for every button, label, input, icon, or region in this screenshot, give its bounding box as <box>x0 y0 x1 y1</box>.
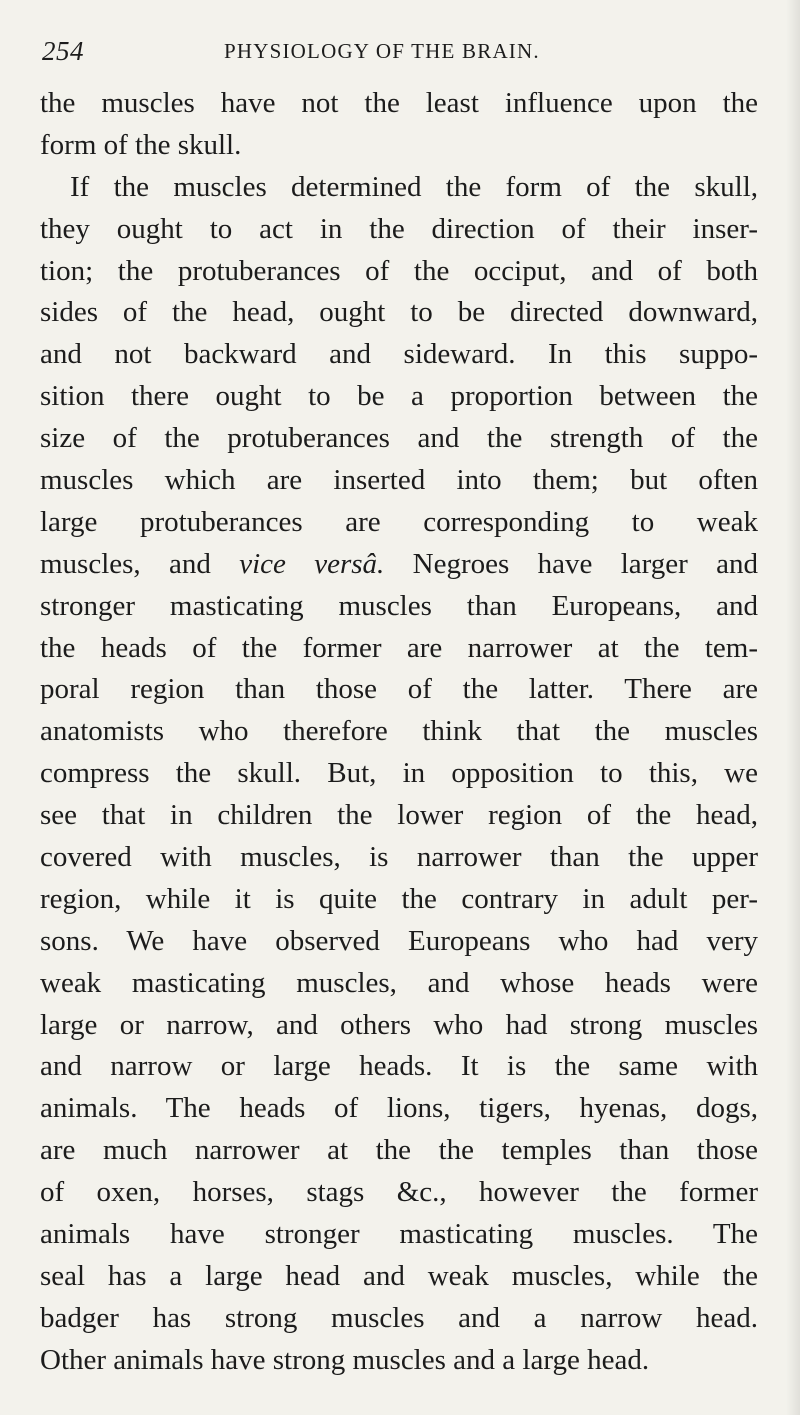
text-line: see that in children the lower region of the head, <box>40 799 758 832</box>
text-line: covered with muscles, is narrower than the upper <box>40 841 758 874</box>
text-line: region, while it is quite the contrary in adult per- <box>40 882 758 915</box>
text-line: and narrow or large heads. It is the same with <box>40 1050 758 1083</box>
text-line: the muscles have not the least influence upon the <box>40 87 758 119</box>
running-title: PHYSIOLOGY OF THE BRAIN. <box>224 39 540 63</box>
text-line: large protuberances are corresponding to weak <box>40 505 758 538</box>
text-line: badger has strong muscles and a narrow head. <box>40 1301 758 1334</box>
italic-phrase: vice versâ. <box>239 547 385 580</box>
text-line <box>40 544 758 586</box>
text-line: animals. The heads of lions, tigers, hyenas, dogs, <box>40 1092 758 1125</box>
text-line: stronger masticating muscles than Europeans, and <box>40 589 758 622</box>
text-line: animals have stronger masticating muscles. The <box>40 1218 758 1251</box>
text-line: Other animals have strong muscles and a large head. <box>40 1343 650 1376</box>
text-line: sons. We have observed Europeans who had very <box>40 924 758 957</box>
text-fragment: Negroes have larger and <box>384 547 758 580</box>
text-line: of oxen, horses, stags &c., however the former <box>40 1176 758 1209</box>
text-line: tion; the protuberances of the occiput, and of both <box>40 254 758 287</box>
page-edge-shadow <box>786 0 800 1415</box>
text-line: and not backward and sideward. In this suppo- <box>40 338 758 371</box>
text-line: poral region than those of the latter. There are <box>40 673 758 706</box>
text-line: weak masticating muscles, and whose heads were <box>40 966 758 999</box>
text-line: sition there ought to be a proportion between the <box>40 380 758 413</box>
text-line: they ought to act in the direction of their inser- <box>40 212 758 245</box>
page-number: 254 <box>42 36 84 66</box>
text-line: large or narrow, and others who had strong muscles <box>40 1008 758 1041</box>
text-line: are much narrower at the the temples than those <box>40 1134 758 1167</box>
text-line: seal has a large head and weak muscles, while the <box>40 1259 758 1292</box>
text-line: size of the protuberances and the strength of the <box>40 422 758 455</box>
text-line: the heads of the former are narrower at the tem- <box>40 631 758 664</box>
body-text <box>40 83 758 1382</box>
text-line: anatomists who therefore think that the muscles <box>40 715 758 748</box>
text-line: If the muscles determined the form of the skull, <box>70 170 758 203</box>
text-line: form of the skull. <box>40 128 242 161</box>
text-line: sides of the head, ought to be directed downward, <box>40 296 758 329</box>
text-line: compress the skull. But, in opposition to this, we <box>40 757 758 790</box>
text-fragment: muscles, and <box>40 547 240 580</box>
text-line: muscles which are inserted into them; but often <box>40 464 758 497</box>
